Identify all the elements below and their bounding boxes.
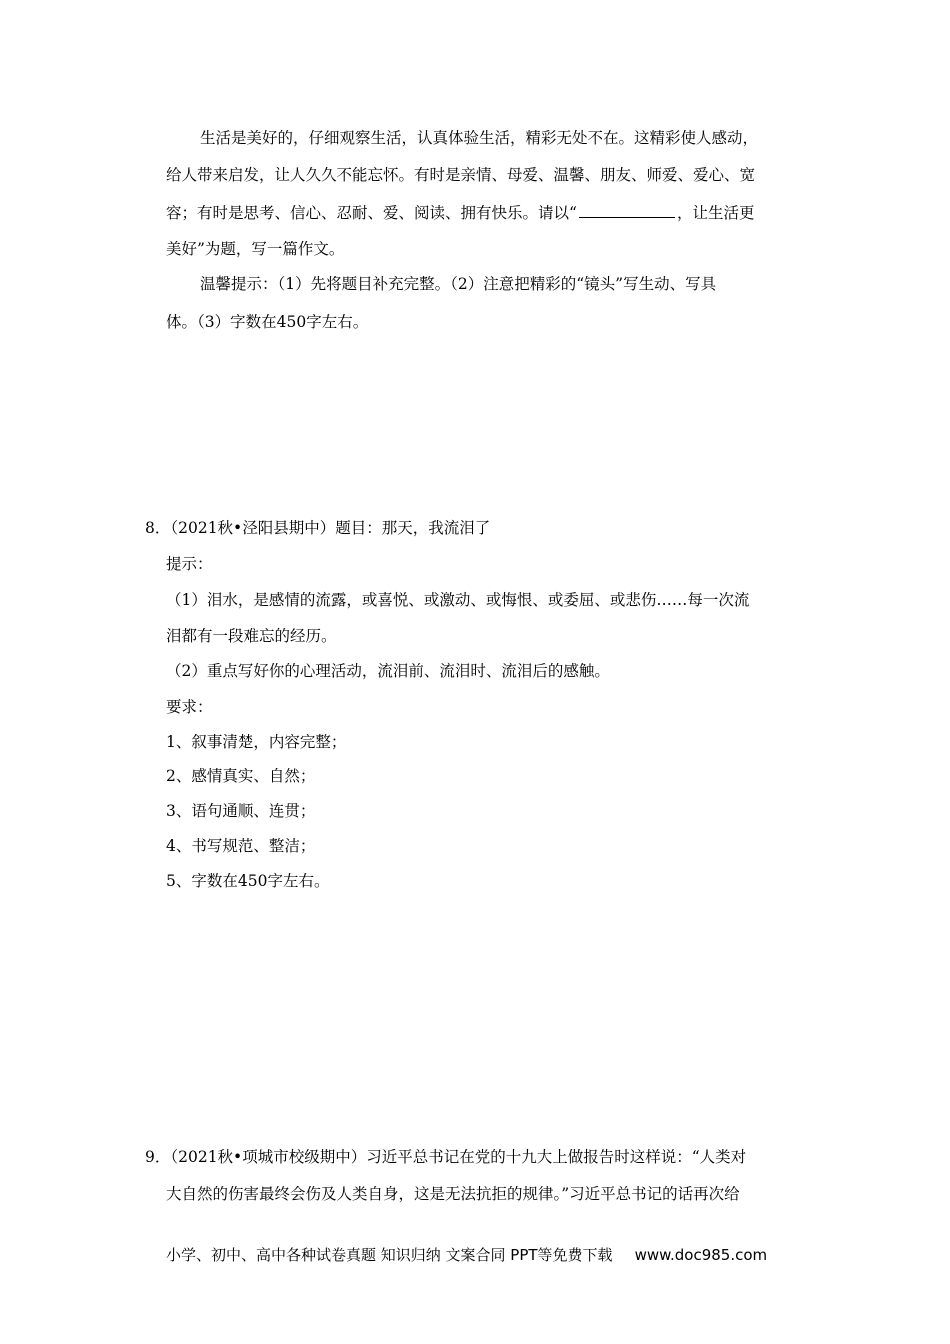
question-9-line: 大自然的伤害最终会伤及人类自身，这是无法抗拒的规律。”习近平总书记的话再次给 xyxy=(166,1185,740,1203)
essay7-paragraph-line: 生活是美好的，仔细观察生活，认真体验生活，精彩无处不在。这精彩使人感动， xyxy=(200,129,759,147)
question-8-title: 8．（2021秋•泾阳县期中）题目：那天，我流泪了 xyxy=(145,519,491,537)
essay7-paragraph-line: 美好”为题，写一篇作文。 xyxy=(166,240,345,258)
q8-hint-line: 泪都有一段难忘的经历。 xyxy=(166,627,337,645)
q8-requirement-item: 5、字数在450字左右。 xyxy=(166,872,330,890)
q8-hint-line: （1）泪水，是感情的流露，或喜悦、或激动、或悔恨、或委屈、或悲伤……每一次流 xyxy=(166,591,750,609)
page-footer xyxy=(166,1245,767,1265)
title-blank xyxy=(579,202,675,218)
essay7-paragraph-line: 给人带来启发，让人久久不能忘怀。有时是亲情、母爱、温馨、朋友、师爱、爱心、宽 xyxy=(166,166,756,184)
essay7-paragraph-line xyxy=(166,202,806,223)
q8-requirement-item: 1、叙事清楚，内容完整； xyxy=(166,733,347,751)
q8-requirement-item: 3、语句通顺、连贯； xyxy=(166,802,316,820)
essay7-tip-line: 体。（3）字数在450字左右。 xyxy=(166,313,369,331)
footer-url: www.doc985.com xyxy=(634,1246,768,1264)
question-9-line: 9．（2021秋•项城市校级期中）习近平总书记在党的十九大上做报告时这样说：“人类对 xyxy=(145,1148,747,1166)
q8-requirement-item: 4、书写规范、整洁； xyxy=(166,837,316,855)
q8-requirement-item: 2、感情真实、自然； xyxy=(166,767,316,785)
essay7-tip-line: 温馨提示：（1）先将题目补充完整。（2）注意把精彩的“镜头”写生动、写具 xyxy=(200,275,717,293)
footer-text: 小学、初中、高中各种试卷真题 知识归纳 文案合同 PPT等免费下载 xyxy=(166,1246,613,1264)
q8-hint-label: 提示： xyxy=(166,555,213,573)
q8-requirement-label: 要求： xyxy=(166,698,213,716)
essay7-text-after-blank: ，让生活更 xyxy=(676,204,755,222)
q8-hint-line: （2）重点写好你的心理活动，流泪前、流泪时、流泪后的感触。 xyxy=(166,662,610,680)
essay7-text-before-blank: 容；有时是思考、信心、忍耐、爱、阅读、拥有快乐。请以“ xyxy=(166,204,577,222)
